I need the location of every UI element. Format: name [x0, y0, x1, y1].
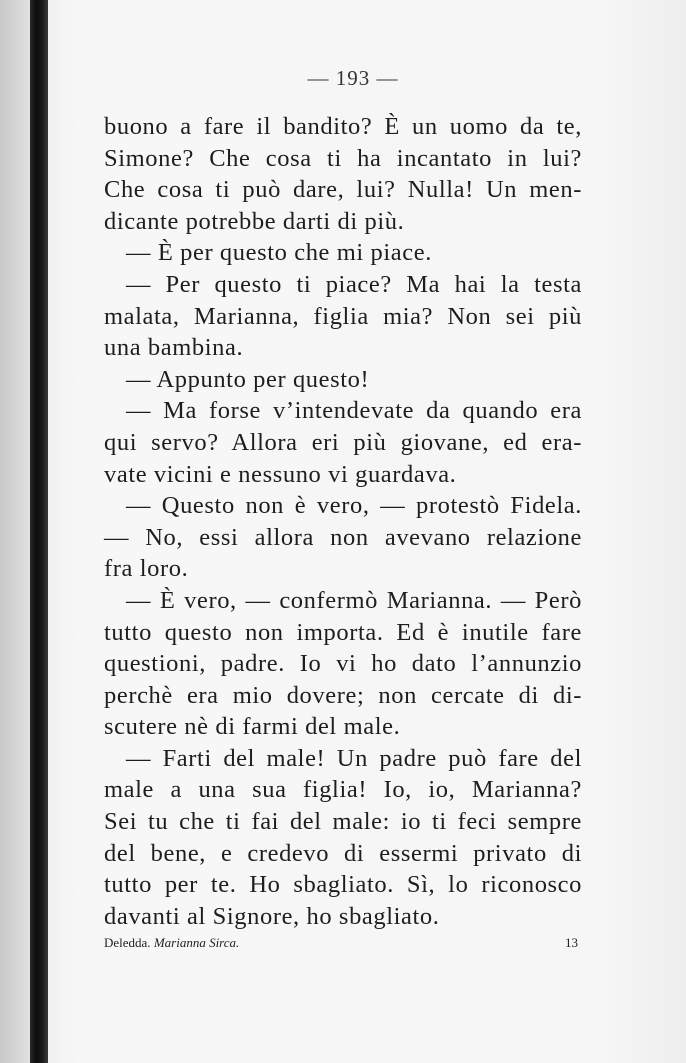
text-line: malata, Marianna, figlia mia? Non sei più: [104, 302, 582, 330]
text-line: del bene, e credevo di essermi privato di: [104, 839, 582, 867]
text-line: questioni, padre. Io vi ho dato l’annunzio: [104, 650, 582, 678]
signature-title: Marianna Sirca.: [153, 935, 240, 950]
text-line: — È vero, — confermò Marianna. — Però: [126, 586, 582, 614]
book-spine: [30, 0, 48, 1063]
text-line: Che cosa ti può dare, lui? Nulla! Un men-: [104, 176, 582, 204]
text-line: — Farti del male! Un padre può fare del: [126, 744, 582, 772]
text-line: perchè era mio dovere; non cercate di di-: [104, 681, 582, 709]
printer-signature: [104, 935, 239, 951]
text-line: — È per questo che mi piace.: [126, 239, 432, 267]
page-edge-shadow: [0, 0, 30, 1063]
page-number: — 193 —: [307, 66, 399, 90]
text-line: scutere nè di farmi del male.: [104, 713, 401, 741]
text-line: tutto per te. Ho sbagliato. Sì, lo riconosco: [104, 871, 582, 899]
text-line: fra loro.: [104, 555, 189, 583]
body-text: [104, 111, 582, 932]
text-line: — No, essi allora non avevano relazione: [104, 523, 582, 551]
text-line: davanti al Signore, ho sbagliato.: [104, 902, 440, 930]
signature-folio: 13: [565, 935, 578, 950]
text-line: una bambina.: [104, 334, 244, 362]
signature-author: Deledda.: [104, 935, 151, 950]
text-line: Sei tu che ti fai del male: io ti feci sempre: [104, 808, 582, 836]
text-line: — Appunto per questo!: [126, 365, 370, 393]
text-line: — Ma forse v’intendevate da quando era: [126, 397, 582, 425]
text-line: — Per questo ti piace? Ma hai la testa: [126, 270, 582, 298]
text-line: dicante potrebbe darti di più.: [104, 207, 405, 235]
text-line: qui servo? Allora eri più giovane, ed era-: [104, 428, 582, 456]
text-line: tutto questo non importa. Ed è inutile fare: [104, 618, 582, 646]
text-line: buono a fare il bandito? È un uomo da te,: [104, 113, 582, 140]
text-line: Simone? Che cosa ti ha incantato in lui?: [104, 144, 582, 172]
text-line: — Questo non è vero, — protestò Fidela.: [126, 492, 582, 520]
text-line: vate vicini e nessuno vi guardava.: [104, 460, 457, 488]
text-line: male a una sua figlia! Io, io, Marianna?: [104, 776, 582, 804]
